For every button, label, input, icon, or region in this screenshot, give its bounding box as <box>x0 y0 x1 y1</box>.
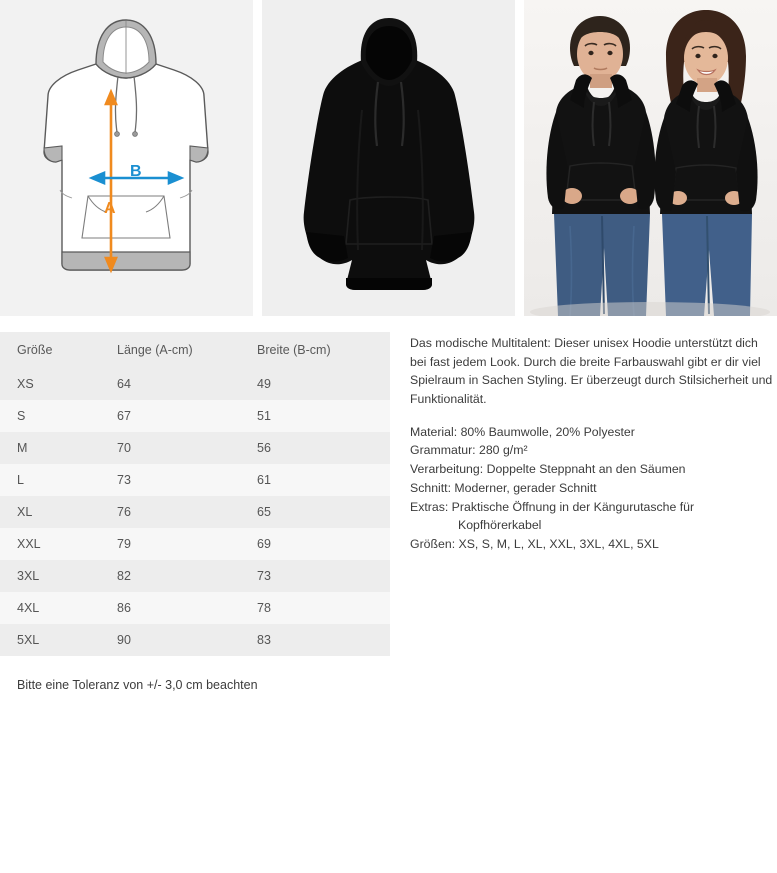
cell-length: 82 <box>117 569 131 583</box>
cell-length: 70 <box>117 441 131 455</box>
cell-size: 5XL <box>17 633 40 647</box>
models-wearing-hoodies-photo <box>524 0 777 316</box>
description-extras-cont: Kopfhörerkabel <box>458 518 542 533</box>
cell-size: XL <box>17 505 33 519</box>
measure-label-b: B <box>130 163 142 180</box>
cell-width: 78 <box>257 601 271 615</box>
table-row <box>0 368 390 400</box>
cell-size: M <box>17 441 28 455</box>
description-intro: Das modische Multitalent: Dieser unisex Hoodie unterstützt dich bei fast jedem Look. Durch die breite Farbauswahl gibt er dir viel Spielraum in Sachen Styling. Er überzeugt durch Stilsicherheit und Funktionalität. <box>410 336 773 407</box>
hoodie-technical-drawing <box>0 0 253 316</box>
cell-width: 65 <box>257 505 271 519</box>
table-row <box>0 464 390 496</box>
cell-size: XXL <box>17 537 41 551</box>
table-row <box>0 560 390 592</box>
product-image-row <box>0 0 777 316</box>
cell-width: 73 <box>257 569 271 583</box>
size-table-body <box>0 368 390 656</box>
table-row <box>0 528 390 560</box>
table-row <box>0 592 390 624</box>
table-row <box>0 624 390 656</box>
cell-width: 69 <box>257 537 271 551</box>
cell-length: 76 <box>117 505 131 519</box>
cell-size: S <box>17 409 26 423</box>
cell-length: 86 <box>117 601 131 615</box>
cell-length: 90 <box>117 633 131 647</box>
size-table <box>0 332 390 656</box>
description-extras: Extras: Praktische Öffnung in der Kängurutasche für <box>410 499 695 514</box>
black-hoodie-photo <box>262 0 515 316</box>
table-row <box>0 400 390 432</box>
description-material: Material: 80% Baumwolle, 20% Polyester <box>410 424 635 439</box>
cell-length: 64 <box>117 377 131 391</box>
table-row <box>0 432 390 464</box>
size-table-wrapper <box>0 332 390 692</box>
cell-width: 49 <box>257 377 271 391</box>
cell-width: 56 <box>257 441 271 455</box>
technical-drawing-panel <box>0 0 253 316</box>
header-length: Länge (A-cm) <box>100 332 240 368</box>
product-description <box>390 332 777 692</box>
tolerance-note: Bitte eine Toleranz von +/- 3,0 cm beachten <box>17 678 258 692</box>
header-size: Größe <box>0 332 100 368</box>
size-table-head <box>0 332 390 368</box>
header-width: Breite (B-cm) <box>240 332 390 368</box>
cell-length: 73 <box>117 473 131 487</box>
description-grammatur: Grammatur: 280 g/m² <box>410 443 528 458</box>
description-verarbeitung: Verarbeitung: Doppelte Steppnaht an den Säumen <box>410 462 686 477</box>
cell-width: 61 <box>257 473 271 487</box>
cell-size: L <box>17 473 24 487</box>
measure-label-a: A <box>104 200 116 217</box>
cell-width: 51 <box>257 409 271 423</box>
size-table-header-row <box>0 332 390 368</box>
cell-size: 4XL <box>17 601 40 615</box>
table-row <box>0 496 390 528</box>
cell-length: 67 <box>117 409 131 423</box>
description-groessen: Größen: XS, S, M, L, XL, XXL, 3XL, 4XL, 5XL <box>410 536 659 551</box>
description-schnitt: Schnitt: Moderner, gerader Schnitt <box>410 480 597 495</box>
cell-length: 79 <box>117 537 131 551</box>
product-photo-panel <box>262 0 515 316</box>
cell-width: 83 <box>257 633 271 647</box>
details-section <box>0 332 777 692</box>
cell-size: 3XL <box>17 569 40 583</box>
cell-size: XS <box>17 377 34 391</box>
models-photo-panel <box>524 0 777 316</box>
